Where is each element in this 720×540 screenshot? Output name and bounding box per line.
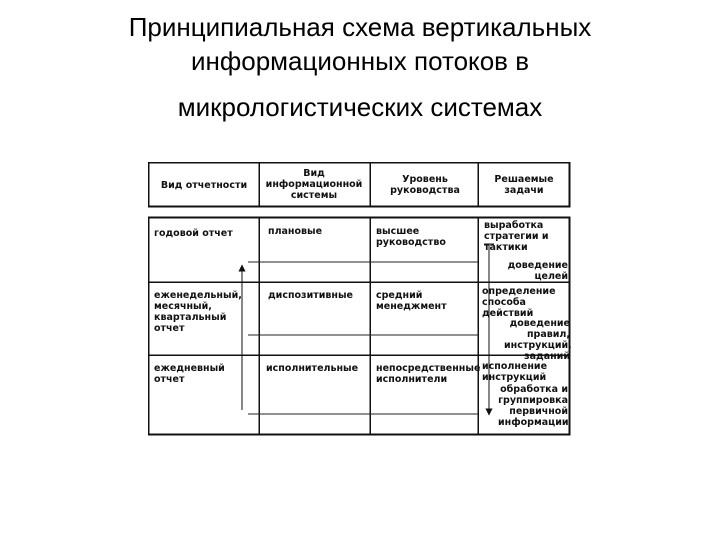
row1-task-2: доведение целей: [507, 260, 568, 282]
header-report-type: Вид отчетности: [160, 180, 248, 191]
header-management-level: Уровень руководства: [390, 174, 460, 196]
row2-level: средний менеджмент: [376, 290, 447, 312]
row3-task-1: исполнение инструкций: [482, 361, 548, 383]
row2-report: еженедельный, месячный, квартальный отчет: [154, 290, 242, 334]
row1-report: годовой отчет: [154, 228, 233, 239]
row2-task-1: определение способа действий: [482, 286, 556, 319]
title-line-2: информационных потоков в: [190, 46, 530, 76]
header-tasks: Решаемые задачи: [494, 174, 554, 196]
row2-system: диспозитивные: [268, 290, 353, 301]
row2-task-2: доведение правил, инструкций, заданий: [504, 318, 572, 362]
row3-system: исполнительные: [266, 363, 359, 374]
row3-task-2: обработка и группировка первичной информации: [498, 384, 569, 428]
row3-report: ежедневный отчет: [154, 363, 225, 385]
row1-system: плановые: [268, 226, 323, 237]
title-line-3: микрологистических системах: [177, 92, 543, 122]
row1-task-1: выработка стратегии и тактики: [484, 220, 549, 253]
title-line-1: Принципиальная схема вертикальных: [128, 12, 592, 42]
flow-diagram: [148, 162, 572, 438]
slide-title: [60, 10, 660, 124]
header-info-system: Вид информационной системы: [265, 168, 363, 201]
row1-level: высшее руководство: [376, 226, 446, 248]
row3-level: непосредственные исполнители: [376, 363, 481, 385]
